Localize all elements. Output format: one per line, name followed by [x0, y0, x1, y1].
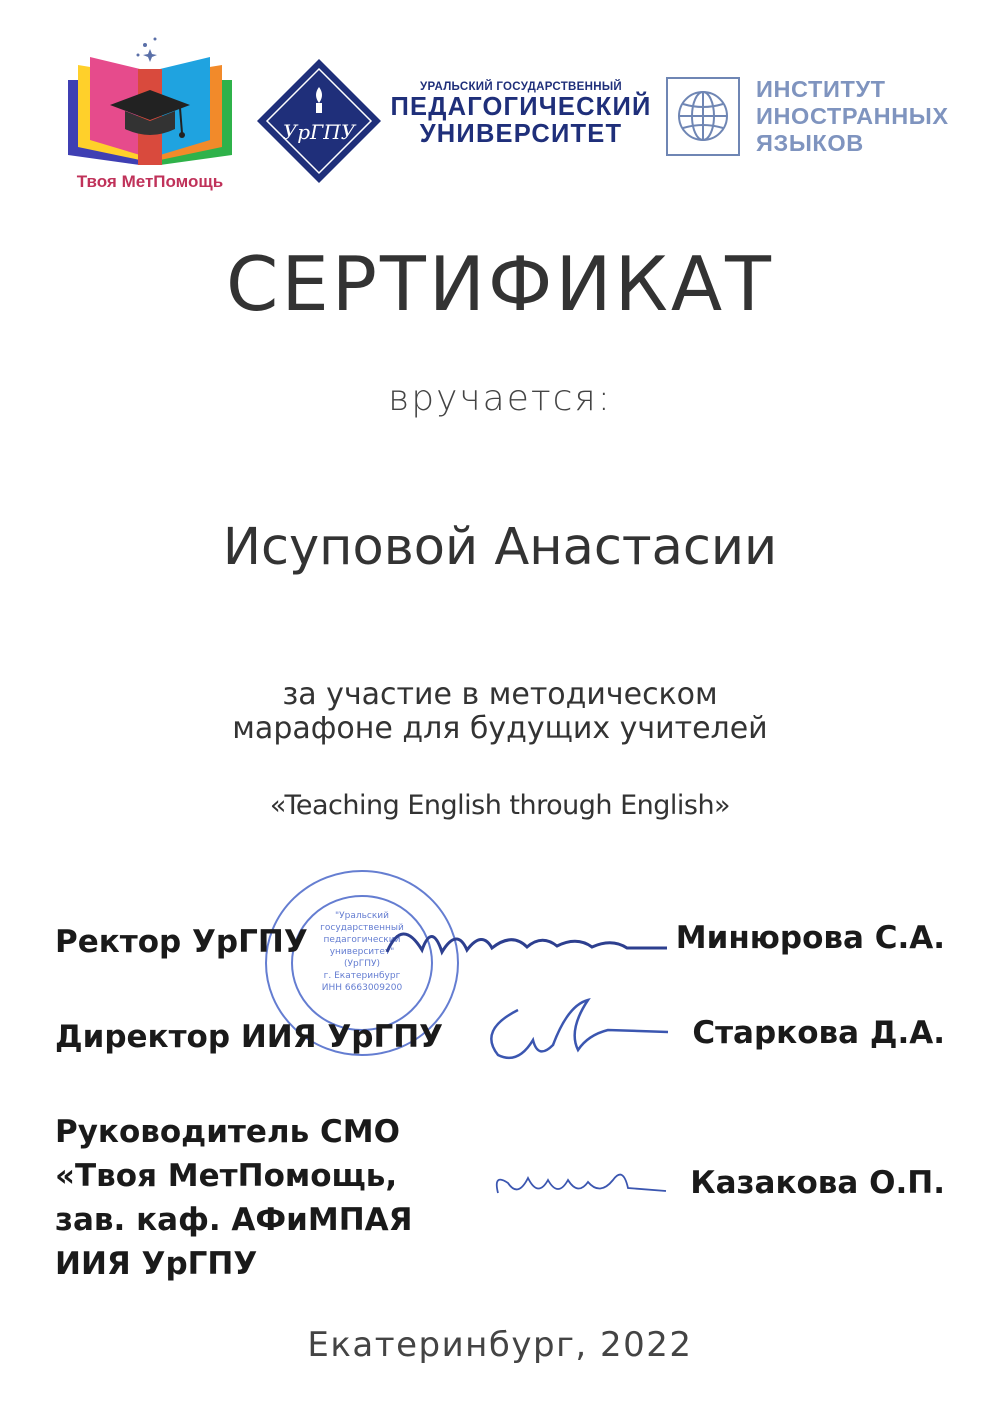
- award-reason: [0, 678, 1000, 746]
- event-name: «Teaching English through English»: [269, 790, 731, 821]
- signature-head: [488, 1158, 668, 1218]
- signatory-position-rector: Ректор УрГПУ: [55, 924, 308, 960]
- university-name: [390, 80, 652, 148]
- svg-text:педагогический: педагогический: [323, 935, 401, 945]
- globe-icon: [668, 79, 738, 154]
- svg-text:"Уральский: "Уральский: [335, 911, 389, 921]
- svg-text:университет": университет": [329, 947, 395, 957]
- signatory-name-director: Старкова Д.А.: [692, 1015, 945, 1051]
- recipient-name: Исуповой Анастасии: [222, 518, 778, 577]
- svg-text:г. Екатеринбург: г. Екатеринбург: [323, 971, 401, 981]
- certificate-subtitle: вручается:: [388, 378, 612, 419]
- certificate-title: СЕРТИФИКАТ: [226, 240, 774, 328]
- signature-director: [478, 990, 678, 1070]
- signatory-position-director: Директор ИИЯ УрГПУ: [55, 1019, 444, 1055]
- metpomosch-logo-caption: Твоя МетПомощь: [76, 172, 224, 191]
- svg-text:ИНН 6663009200: ИНН 6663009200: [321, 983, 403, 993]
- signatory-position-head-line-2: «Твоя МетПомощь,: [55, 1158, 398, 1194]
- metpomosch-logo: [50, 35, 250, 175]
- signatory-position-head: [55, 1110, 413, 1286]
- svg-text:государственный: государственный: [320, 923, 404, 933]
- svg-text:УрГПУ: УрГПУ: [282, 120, 356, 144]
- award-reason-line-2: марафоне для будущих учителей: [232, 711, 768, 746]
- university-line-2: ПЕДАГОГИЧЕСКИЙ: [390, 93, 652, 121]
- institute-line-3: ЯЗЫКОВ: [756, 130, 864, 156]
- institute-globe-logo: [666, 77, 740, 156]
- signatory-name-rector: Минюрова С.А.: [675, 920, 945, 956]
- university-line-1: УРАЛЬСКИЙ ГОСУДАРСТВЕННЫЙ: [420, 81, 622, 93]
- signatory-position-head-line-1: Руководитель СМО: [55, 1114, 400, 1150]
- svg-text:(УрГПУ): (УрГПУ): [344, 959, 380, 969]
- award-reason-line-1: за участие в методическом: [282, 677, 718, 712]
- signature-rector: [382, 912, 672, 972]
- place-and-year: Екатеринбург, 2022: [307, 1325, 693, 1365]
- institute-line-1: ИНСТИТУТ: [756, 76, 886, 102]
- institute-line-2: ИНОСТРАННЫХ: [756, 103, 949, 129]
- urgpu-emblem: [255, 57, 383, 185]
- institute-name: [756, 76, 949, 157]
- signatory-position-head-line-3: зав. каф. АФиМПАЯ: [55, 1202, 413, 1238]
- signatory-position-head-line-4: ИИЯ УрГПУ: [55, 1246, 258, 1282]
- university-line-3: УНИВЕРСИТЕТ: [419, 120, 623, 148]
- signatory-name-head: Казакова О.П.: [690, 1165, 945, 1201]
